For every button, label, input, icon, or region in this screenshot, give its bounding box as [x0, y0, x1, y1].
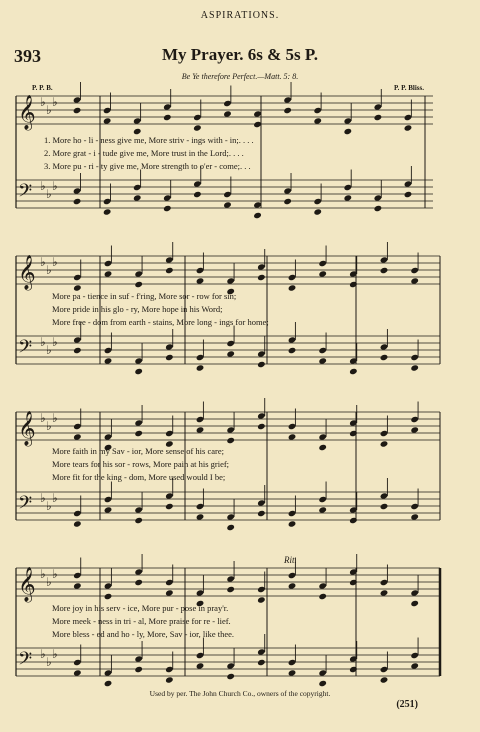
note-head — [313, 208, 322, 215]
note-head — [318, 357, 327, 364]
note-head — [134, 517, 143, 524]
note-head — [410, 600, 419, 607]
flat-sign: ♭ — [46, 263, 52, 277]
note-head — [374, 205, 383, 212]
note-head — [103, 117, 112, 124]
lyric-line: More joy in his serv - ice, More pur - pose in pray'r. — [52, 603, 229, 613]
note-head — [380, 589, 389, 596]
composer-credit: P. P. Bliss. — [393, 84, 424, 92]
flat-sign: ♭ — [40, 567, 46, 581]
lyric-line: More pa - tience in suf - f'ring, More sor - row for sin; — [52, 291, 237, 301]
note-head — [196, 277, 205, 284]
note-head — [257, 423, 266, 430]
note-head — [380, 676, 389, 683]
note-head — [318, 506, 327, 513]
note-head — [257, 659, 266, 666]
note-head — [313, 117, 322, 124]
note-head — [193, 124, 202, 131]
note-head — [134, 368, 143, 375]
note-head — [288, 669, 297, 676]
note-head — [344, 128, 353, 135]
note-head — [223, 110, 232, 117]
note-head — [318, 444, 327, 451]
note-head — [318, 270, 327, 277]
hymn-number: 393 — [14, 46, 41, 66]
note-head — [344, 194, 353, 201]
note-head — [226, 586, 235, 593]
note-head — [103, 208, 112, 215]
bass-clef: 𝄢 — [18, 337, 33, 362]
note-head — [283, 198, 292, 205]
bass-clef: 𝄢 — [18, 649, 33, 674]
lyric-line: More free - dom from earth - stains, More long - ings for home; — [52, 317, 269, 327]
flat-sign: ♭ — [52, 647, 58, 661]
note-head — [165, 676, 174, 683]
note-head — [410, 513, 419, 520]
bass-clef: 𝄢 — [18, 181, 33, 206]
note-head — [104, 593, 113, 600]
note-head — [196, 426, 205, 433]
flat-sign: ♭ — [46, 187, 52, 201]
treble-clef: 𝄞 — [18, 255, 36, 290]
flat-sign: ♭ — [52, 491, 58, 505]
note-head — [226, 524, 235, 531]
note-head — [257, 596, 266, 603]
note-head — [410, 277, 419, 284]
flat-sign: ♭ — [40, 255, 46, 269]
flat-sign: ♭ — [40, 411, 46, 425]
flat-sign: ♭ — [46, 419, 52, 433]
note-head — [163, 205, 172, 212]
bass-clef: 𝄢 — [18, 493, 33, 518]
hymn-title: My Prayer. 6s & 5s P. — [162, 45, 318, 64]
note-head — [380, 503, 389, 510]
note-head — [404, 124, 413, 131]
note-head — [196, 513, 205, 520]
flat-sign: ♭ — [46, 575, 52, 589]
note-head — [288, 582, 297, 589]
treble-clef: 𝄞 — [18, 95, 36, 130]
note-head — [163, 114, 172, 121]
note-head — [223, 201, 232, 208]
note-head — [410, 364, 419, 371]
flat-sign: ♭ — [46, 655, 52, 669]
note-head — [104, 506, 113, 513]
flat-sign: ♭ — [40, 491, 46, 505]
lyricist-credit: P. P. B. — [32, 84, 53, 92]
note-head — [288, 347, 297, 354]
flat-sign: ♭ — [46, 499, 52, 513]
note-head — [380, 440, 389, 447]
note-head — [73, 520, 82, 527]
note-head — [134, 579, 143, 586]
note-head — [165, 503, 174, 510]
note-head — [410, 662, 419, 669]
note-head — [288, 433, 297, 440]
note-head — [73, 669, 82, 676]
note-head — [349, 368, 358, 375]
note-head — [226, 437, 235, 444]
lyric-line: 2. More grat - i - tude give me, More trust in the Lord;. . . . — [44, 148, 244, 158]
flat-sign: ♭ — [46, 103, 52, 117]
flat-sign: ♭ — [52, 567, 58, 581]
lyric-line: More meek - ness in tri - al, More praise for re - lief. — [52, 616, 231, 626]
note-head — [380, 354, 389, 361]
scripture-reference: Be Ye therefore Perfect.—Matt. 5: 8. — [181, 72, 299, 81]
note-head — [165, 589, 174, 596]
page-number: (251) — [396, 699, 418, 710]
flat-sign: ♭ — [52, 95, 58, 109]
ritardando-mark: Rit. — [284, 555, 297, 565]
note-head — [104, 357, 113, 364]
lyric-line: More faith in my Sav - ior, More sense of his care; — [52, 446, 224, 456]
flat-sign: ♭ — [40, 647, 46, 661]
note-head — [104, 270, 113, 277]
lyric-line: More fit for the king - dom, More used would I be; — [52, 472, 226, 482]
flat-sign: ♭ — [46, 343, 52, 357]
flat-sign: ♭ — [52, 411, 58, 425]
note-head — [404, 191, 413, 198]
treble-clef: 𝄞 — [18, 411, 36, 446]
lyric-line: 1. More ho - li - ness give me, More striv - ings with - in;. . . . — [44, 135, 254, 145]
note-head — [318, 593, 327, 600]
note-head — [196, 364, 205, 371]
flat-sign: ♭ — [40, 335, 46, 349]
note-head — [226, 350, 235, 357]
lyric-line: More tears for his sor - rows, More pain at his grief; — [52, 459, 230, 469]
flat-sign: ♭ — [40, 179, 46, 193]
note-head — [257, 274, 266, 281]
note-head — [380, 267, 389, 274]
note-head — [257, 361, 266, 368]
note-head — [73, 347, 82, 354]
note-head — [73, 198, 82, 205]
note-head — [134, 430, 143, 437]
flat-sign: ♭ — [52, 179, 58, 193]
note-head — [283, 107, 292, 114]
note-head — [133, 194, 142, 201]
flat-sign: ♭ — [52, 255, 58, 269]
flat-sign: ♭ — [40, 95, 46, 109]
lyric-line: 3. More pu - ri - ty give me, More strength to o'er - come;. . . — [44, 161, 251, 171]
lyric-line: More bless - ed and ho - ly, More, Sav - ior, like thee. — [52, 629, 235, 639]
note-head — [134, 666, 143, 673]
note-head — [73, 107, 82, 114]
note-head — [410, 426, 419, 433]
note-head — [73, 433, 82, 440]
note-head — [73, 582, 82, 589]
note-head — [374, 114, 383, 121]
note-head — [193, 191, 202, 198]
note-head — [196, 662, 205, 669]
note-head — [165, 354, 174, 361]
note-head — [257, 510, 266, 517]
note-head — [226, 673, 235, 680]
note-head — [134, 281, 143, 288]
flat-sign: ♭ — [52, 335, 58, 349]
lyric-line: More pride in his glo - ry, More hope in his Word; — [52, 304, 223, 314]
section-header: ASPIRATIONS. — [200, 10, 280, 21]
treble-clef: 𝄞 — [18, 567, 36, 602]
note-head — [253, 212, 262, 219]
copyright-notice: Used by per. The John Church Co., owners of the copyright. — [149, 689, 331, 698]
note-head — [318, 680, 327, 687]
note-head — [288, 520, 297, 527]
note-head — [165, 267, 174, 274]
note-head — [104, 680, 113, 687]
note-head — [288, 284, 297, 291]
